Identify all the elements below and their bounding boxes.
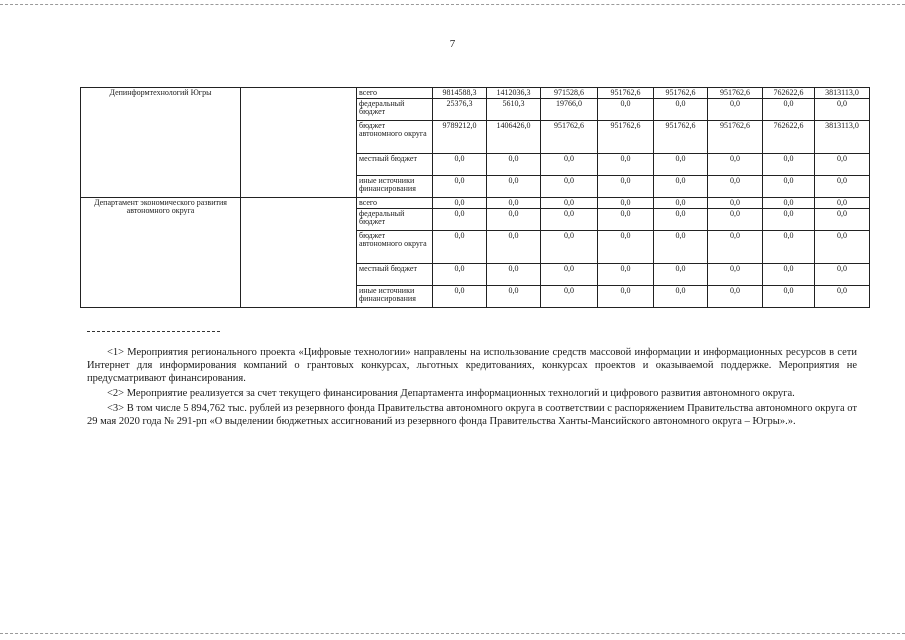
amount-cell: 0,0: [708, 264, 763, 286]
amount-cell: 0,0: [654, 209, 708, 231]
funding-source-cell: бюджет автономного округа: [357, 121, 433, 154]
amount-cell: 0,0: [433, 209, 487, 231]
amount-cell: 0,0: [541, 264, 598, 286]
amount-cell: 0,0: [815, 231, 870, 264]
funding-source-cell: бюджет автономного округа: [357, 231, 433, 264]
empty-cell: [241, 88, 357, 198]
amount-cell: 0,0: [487, 264, 541, 286]
amount-cell: 0,0: [815, 176, 870, 198]
amount-cell: 0,0: [763, 198, 815, 209]
amount-cell: 0,0: [654, 231, 708, 264]
footnotes: [87, 346, 857, 430]
amount-cell: 0,0: [763, 231, 815, 264]
amount-cell: 0,0: [541, 209, 598, 231]
amount-cell: 762622,6: [763, 88, 815, 99]
amount-cell: 0,0: [598, 209, 654, 231]
amount-cell: 0,0: [763, 154, 815, 176]
funding-source-cell: федеральный бюджет: [357, 209, 433, 231]
amount-cell: 0,0: [815, 198, 870, 209]
amount-cell: 0,0: [433, 231, 487, 264]
amount-cell: 0,0: [433, 198, 487, 209]
amount-cell: 0,0: [815, 264, 870, 286]
amount-cell: 0,0: [433, 264, 487, 286]
amount-cell: 0,0: [654, 99, 708, 121]
amount-cell: 0,0: [433, 154, 487, 176]
funding-source-cell: всего: [357, 88, 433, 99]
amount-cell: 0,0: [433, 286, 487, 308]
amount-cell: 25376,3: [433, 99, 487, 121]
amount-cell: 0,0: [433, 176, 487, 198]
amount-cell: 0,0: [598, 154, 654, 176]
amount-cell: 0,0: [598, 286, 654, 308]
amount-cell: 9814588,3: [433, 88, 487, 99]
amount-cell: 0,0: [708, 198, 763, 209]
footnote-3: <3> В том числе 5 894,762 тыс. рублей из резервного фонда Правительства автономного округа в соответствии с распоряжением Правительства автономного округа от 29 мая 2020 года № 291-рп «О выделении бюджетных ассигнований из резервного фонда Правительства Ханты-Мансийского автономного округа – Югры».».: [87, 403, 857, 427]
amount-cell: 971528,6: [541, 88, 598, 99]
org-name-cell: Департамент экономического развития автономного округа: [81, 198, 241, 308]
amount-cell: 0,0: [654, 154, 708, 176]
amount-cell: 0,0: [815, 286, 870, 308]
amount-cell: 0,0: [598, 176, 654, 198]
amount-cell: 1406426,0: [487, 121, 541, 154]
amount-cell: 0,0: [541, 231, 598, 264]
amount-cell: 0,0: [598, 231, 654, 264]
footnote-1: <1> Мероприятия регионального проекта «Цифровые технологии» направлены на использование средств массовой информации и информационных ресурсов в сети Интернет для информирования компаний о грантовых конкурсах, льготных кредитованиях, конкурсах проектов и оказываемой поддержке. Мероприятия не предусматривают финансирования.: [87, 347, 857, 384]
amount-cell: 951762,6: [598, 88, 654, 99]
amount-cell: 951762,6: [654, 121, 708, 154]
amount-cell: 3813113,0: [815, 88, 870, 99]
footnote-separator: [87, 331, 220, 332]
amount-cell: 0,0: [763, 264, 815, 286]
amount-cell: 951762,6: [708, 121, 763, 154]
amount-cell: 19766,0: [541, 99, 598, 121]
amount-cell: 951762,6: [598, 121, 654, 154]
amount-cell: 762622,6: [763, 121, 815, 154]
funding-source-cell: местный бюджет: [357, 154, 433, 176]
funding-source-cell: иные источники финансирования: [357, 176, 433, 198]
scan-edge-bottom: [0, 633, 905, 637]
amount-cell: 1412036,3: [487, 88, 541, 99]
amount-cell: 0,0: [708, 99, 763, 121]
org-name-cell: Депинформтехнологий Югры: [81, 88, 241, 198]
amount-cell: 0,0: [654, 176, 708, 198]
amount-cell: 0,0: [708, 286, 763, 308]
amount-cell: 0,0: [708, 154, 763, 176]
amount-cell: 0,0: [598, 198, 654, 209]
amount-cell: 0,0: [708, 231, 763, 264]
amount-cell: 951762,6: [708, 88, 763, 99]
amount-cell: 5610,3: [487, 99, 541, 121]
amount-cell: 0,0: [654, 198, 708, 209]
empty-cell: [241, 198, 357, 308]
amount-cell: 0,0: [487, 176, 541, 198]
amount-cell: 0,0: [763, 176, 815, 198]
table-row: [81, 198, 870, 209]
amount-cell: 0,0: [541, 198, 598, 209]
funding-source-cell: местный бюджет: [357, 264, 433, 286]
financing-table: [80, 87, 870, 308]
amount-cell: 0,0: [708, 176, 763, 198]
amount-cell: 951762,6: [654, 88, 708, 99]
amount-cell: 0,0: [598, 99, 654, 121]
amount-cell: 0,0: [541, 154, 598, 176]
funding-source-cell: всего: [357, 198, 433, 209]
amount-cell: 0,0: [487, 231, 541, 264]
footnote-2: <2> Мероприятие реализуется за счет текущего финансирования Департамента информационных технологий и цифрового развития автономного округа.: [107, 388, 795, 399]
amount-cell: 0,0: [598, 264, 654, 286]
funding-source-cell: федеральный бюджет: [357, 99, 433, 121]
amount-cell: 0,0: [815, 209, 870, 231]
table-row: [81, 88, 870, 99]
scan-edge-top: [0, 0, 905, 5]
amount-cell: 9789212,0: [433, 121, 487, 154]
amount-cell: 0,0: [487, 154, 541, 176]
amount-cell: 3813113,0: [815, 121, 870, 154]
amount-cell: 0,0: [654, 264, 708, 286]
amount-cell: 0,0: [541, 286, 598, 308]
amount-cell: 0,0: [487, 198, 541, 209]
page-number: 7: [449, 38, 456, 50]
amount-cell: 0,0: [487, 209, 541, 231]
amount-cell: 0,0: [815, 154, 870, 176]
amount-cell: 951762,6: [541, 121, 598, 154]
amount-cell: 0,0: [815, 99, 870, 121]
funding-source-cell: иные источники финансирования: [357, 286, 433, 308]
amount-cell: 0,0: [763, 209, 815, 231]
amount-cell: 0,0: [654, 286, 708, 308]
amount-cell: 0,0: [708, 209, 763, 231]
amount-cell: 0,0: [763, 286, 815, 308]
amount-cell: 0,0: [487, 286, 541, 308]
amount-cell: 0,0: [763, 99, 815, 121]
amount-cell: 0,0: [541, 176, 598, 198]
